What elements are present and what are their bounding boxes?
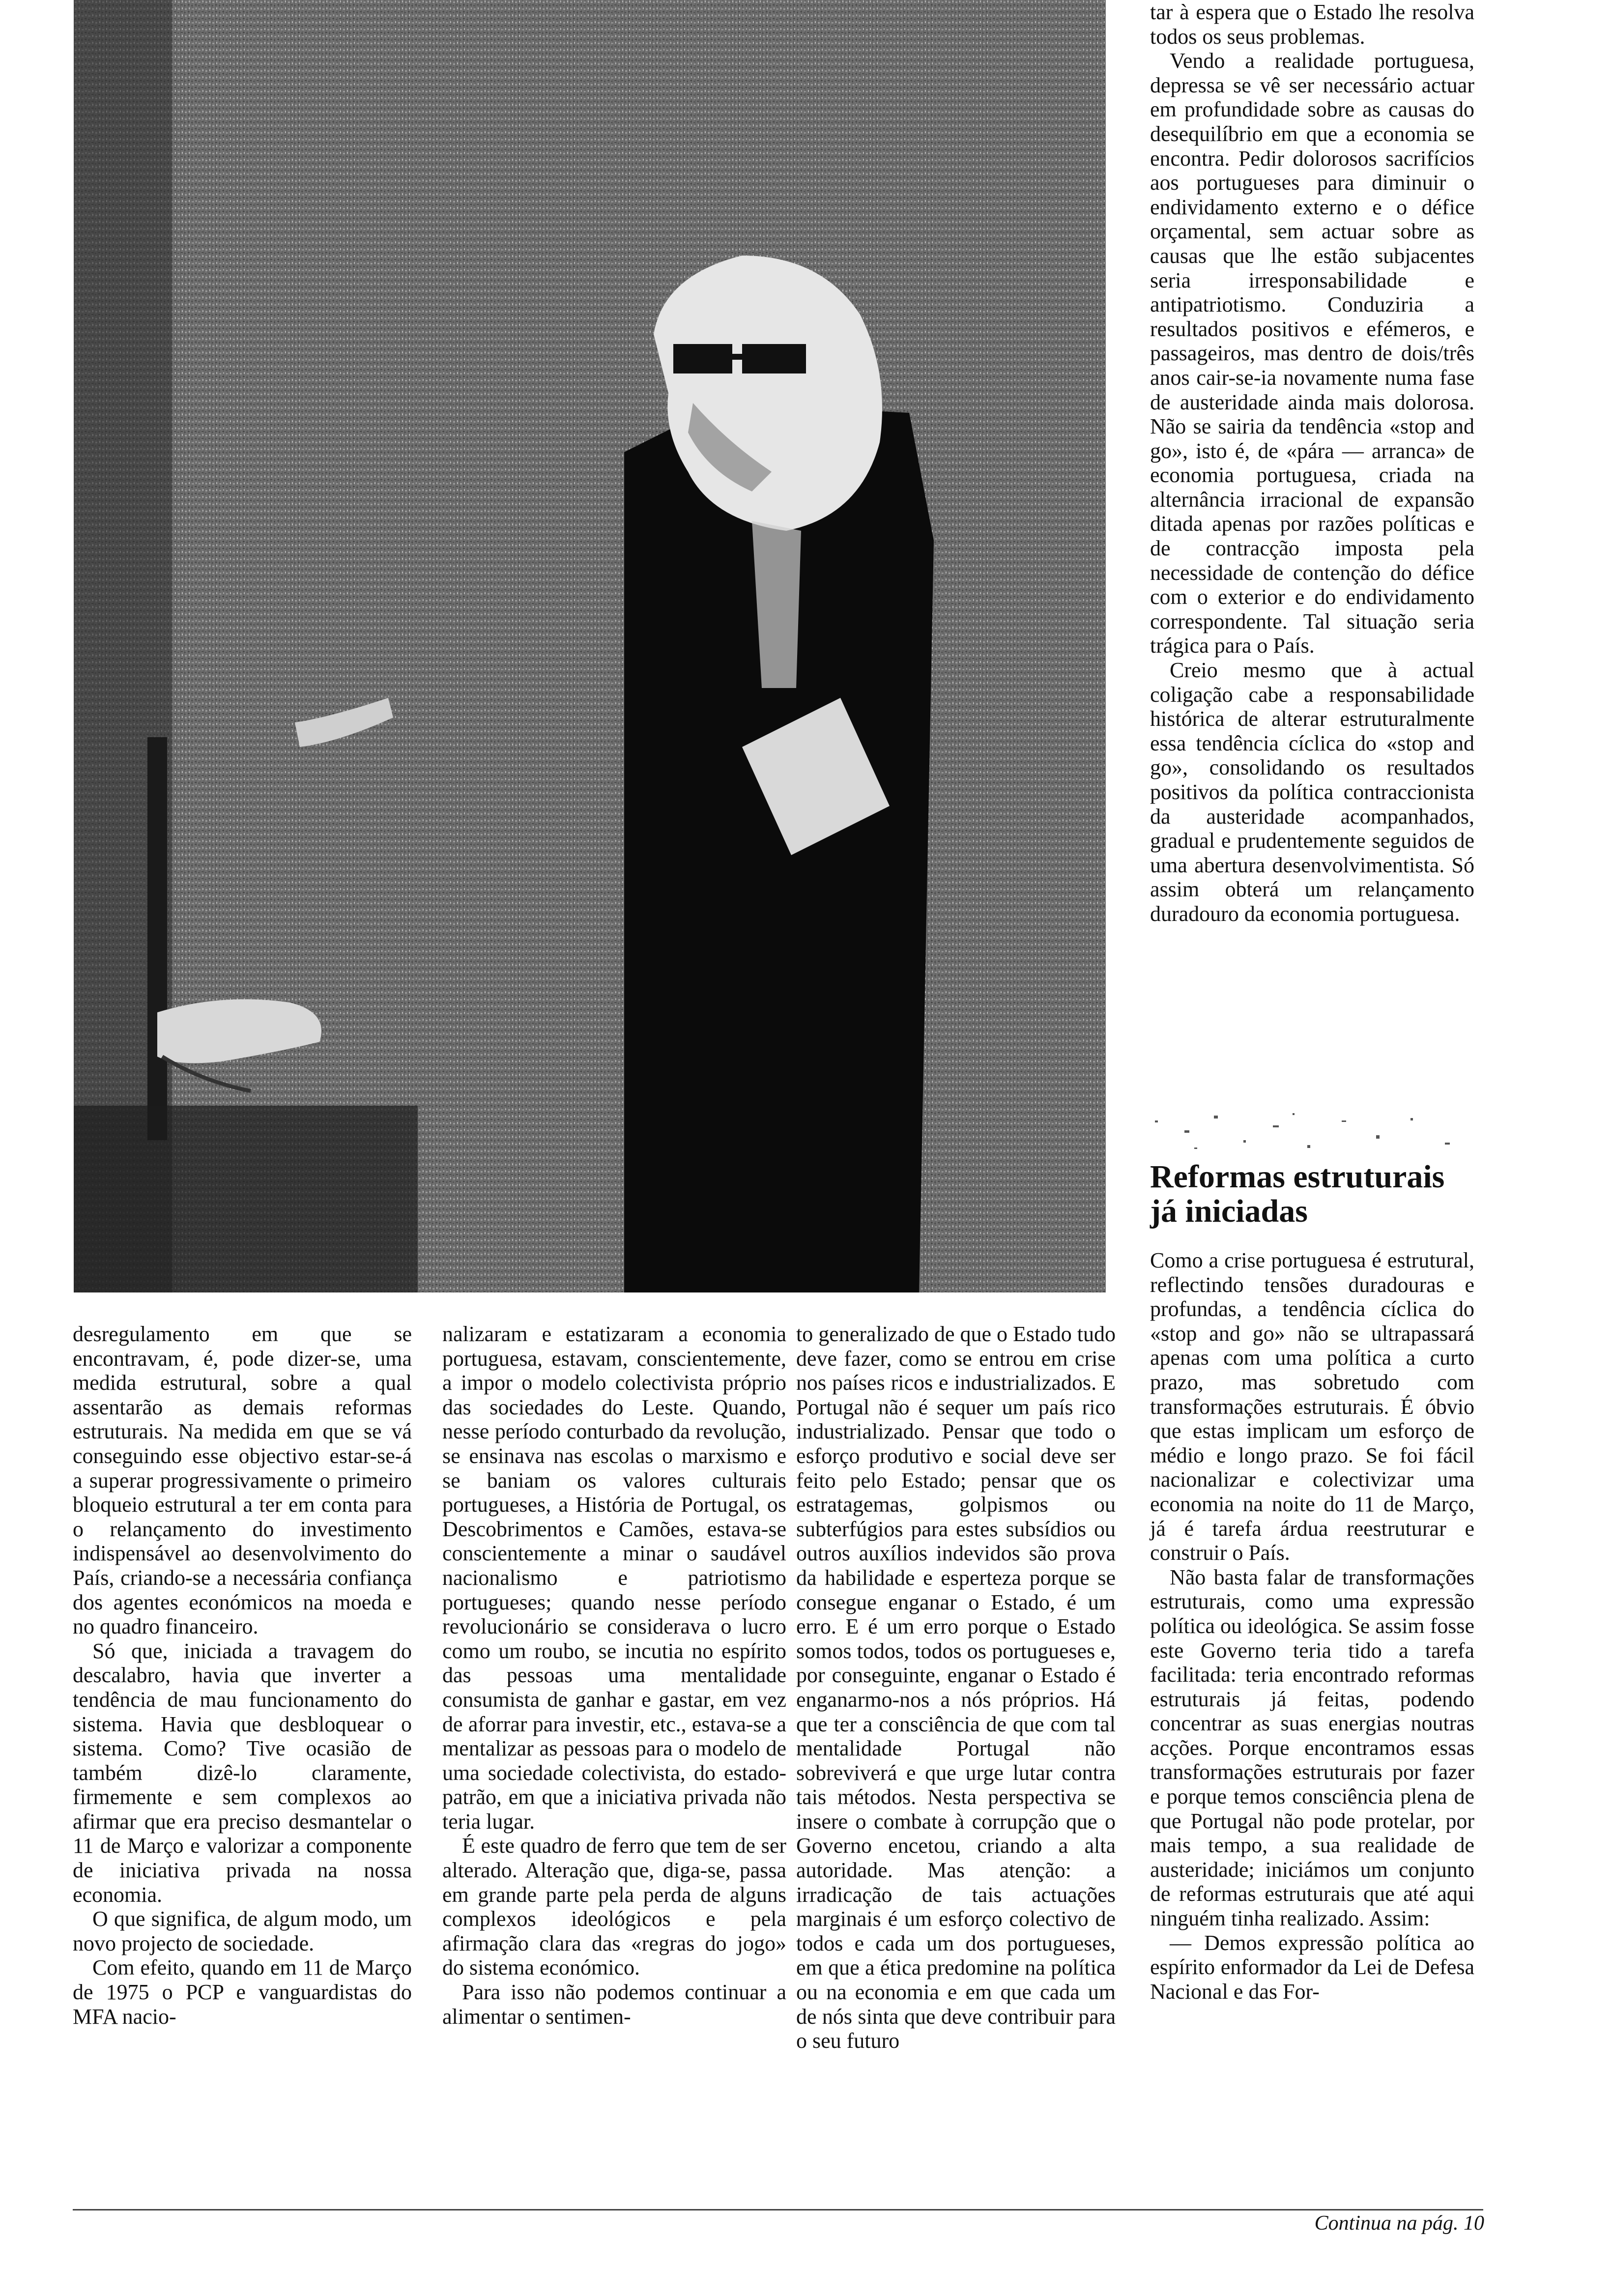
paragraph: desregulamento em que se encontravam, é, pode dizer-se, uma medida estrutural, sobre a qual assentarão as demais reformas estruturais. Na medida em que se vá conseguindo esse objectivo estar-se-á a superar progressivamente o primeiro bloqueio estrutural a ter em conta para o relançamento do investimento indispensável ao desenvolvimento do País, criando-se a necessária confiança dos agentes económicos na moeda e no quadro financeiro. — [73, 1322, 412, 1639]
article-column-right-top — [1150, 0, 1474, 926]
article-column-3 — [796, 1322, 1116, 2053]
paragraph: Para isso não podemos continuar a alimentar o sentimen- — [442, 1980, 786, 2029]
bottom-rule — [73, 2209, 1483, 2210]
article-column-4 — [1150, 1248, 1474, 2004]
paragraph: nalizaram e estatizaram a economia portuguesa, estavam, conscientemente, a impor o modelo colectivista próprio das sociedades do Leste. Quando, nesse período conturbado da revolução, se ensinava nas escolas o marxismo e se baniam os valores culturais portugueses, a História de Portugal, os Descobrimentos e Camões, estava-se conscientemente a minar o saudável nacionalismo e patriotismo portugueses; quando nesse período revolucionário se considerava o lucro como um roubo, se incutia no espírito das pessoas uma mentalidade consumista de ganhar e gastar, em vez de aforrar para investir, etc., estava-se a mentalizar as pessoas para o modelo de uma sociedade colectivista, do estado-patrão, em que a iniciativa privada não teria lugar. — [442, 1322, 786, 1834]
paragraph: O que significa, de algum modo, um novo projecto de sociedade. — [73, 1907, 412, 1955]
paragraph: tar à espera que o Estado lhe resolva todos os seus problemas. — [1150, 0, 1474, 49]
paragraph: Como a crise portuguesa é estrutural, reflectindo tensões duradouras e profundas, a tendência cíclica do «stop and go» não se ultrapassará apenas com uma política a curto prazo, mas sobretudo com transformações estruturais. É óbvio que estas implicam um esforço de médio e longo prazo. Se foi fácil nacionalizar e colectivizar uma economia na noite do 11 de Março, já é tarefa árdua reestruturar e construir o País. — [1150, 1248, 1474, 1565]
noise-speckle — [1145, 1106, 1479, 1160]
paragraph: É este quadro de ferro que tem de ser alterado. Alteração que, diga-se, passa em grande parte pela perda de alguns complexos ideológicos e pela afirmação clara das «regras do jogo» do sistema económico. — [442, 1834, 786, 1980]
section-subhead: Reformas estruturais já iniciadas — [1150, 1159, 1445, 1229]
speaker-photo — [74, 0, 1106, 1292]
paragraph: Com efeito, quando em 11 de Março de 1975 o PCP e vanguardistas do MFA nacio- — [73, 1955, 412, 2029]
paragraph: to generalizado de que o Estado tudo deve fazer, como se entrou em crise nos países ricos e industrializados. E Portugal não é sequer um país rico industrializado. Pensar que todo o esforço produtivo e social deve ser feito pelo Estado; pensar que os estratagemas, golpismos ou subterfúgios para estes subsídios ou outros auxílios indevidos são prova da habilidade e esperteza porque se consegue enganar o Estado, é um erro. E é um erro porque o Estado somos todos, todos os portugueses e, por conseguinte, enganar o Estado é enganarmo-nos a nós próprios. Há que ter a consciência de que com tal mentalidade Portugal não sobreviverá e que urge lutar contra tais métodos. Nesta perspectiva se insere o combate à corrupção que o Governo encetou, criando a alta autoridade. Mas atenção: a irradicação de tais actuações marginais é um esforço colectivo de todos e cada um dos portugueses, em que a ética predomine na política ou na economia e em que cada um de nós sinta que deve contribuir para o seu futuro — [796, 1322, 1116, 2053]
paragraph: Creio mesmo que à actual coligação cabe a responsabilidade histórica de alterar estruturalmente essa tendência cíclica do «stop and go», consolidando os resultados positivos da política contraccionista da austeridade acompanhados, gradual e prudentemente seguidos de uma abertura desenvolvimentista. Só assim obterá um relançamento duradouro da economia portuguesa. — [1150, 658, 1474, 926]
speaker-at-podium-photo-icon — [74, 0, 1106, 1292]
paragraph: Vendo a realidade portuguesa, depressa se vê ser necessário actuar em profundidade sobre as causas do desequilíbrio em que a economia se encontra. Pedir dolorosos sacrifícios aos portugueses para diminuir o endividamento externo e o défice orçamental, sem actuar sobre as causas que lhe estão subjacentes seria irresponsabilidade e antipatriotismo. Conduziria a resultados positivos e efémeros, e passageiros, mas dentro de dois/três anos cair-se-ia novamente numa fase de austeridade ainda mais dolorosa. Não se sairia da tendência «stop and go», isto é, de «pára — arranca» de economia portuguesa, criada na alternância irracional de expansão ditada apenas por razões políticas e de contracção imposta pela necessidade de contenção do défice com o exterior e do endividamento correspondente. Tal situação seria trágica para o País. — [1150, 49, 1474, 658]
paragraph: Só que, iniciada a travagem do descalabro, havia que inverter a tendência de mau funcionamento do sistema. Havia que desbloquear o sistema. Como? Tive ocasião de também dizê-lo claramente, firmemente e sem complexos ao afirmar que era preciso desmantelar o 11 de Março e valorizar a componente de iniciativa privada na nossa economia. — [73, 1638, 412, 1907]
paragraph: — Demos expressão política ao espírito enformador da Lei de Defesa Nacional e das For- — [1150, 1930, 1474, 2004]
paragraph: Não basta falar de transformações estruturais, como uma expressão política ou ideológica. Se assim fosse este Governo teria tido a tarefa facilitada: teria encontrado reformas estruturais já feitas, podendo concentrar as suas energias noutras acções. Porque encontramos essas transformações estruturais por fazer e porque temos consciência plena de que Portugal não pode protelar, por mais tempo, a sua realidade de austeridade; iniciámos um conjunto de reformas estruturais que até aqui ninguém tinha realizado. Assim: — [1150, 1565, 1474, 1931]
article-column-1 — [73, 1322, 412, 2029]
continued-on-page-note: Continua na pág. 10 — [1314, 2212, 1484, 2235]
article-column-2 — [442, 1322, 786, 2029]
